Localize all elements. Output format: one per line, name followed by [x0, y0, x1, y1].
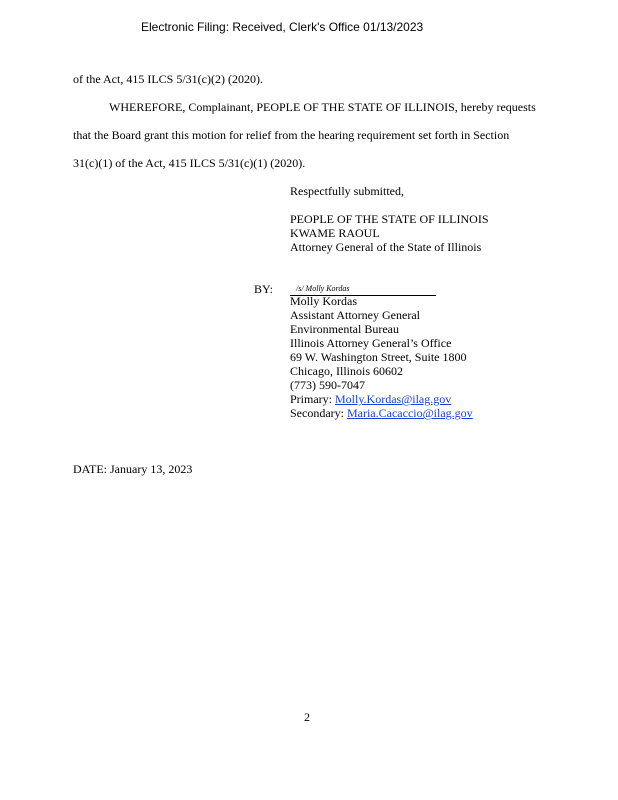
body-line-2: WHEREFORE, Complainant, PEOPLE OF THE STATE OF ILLINOIS, hereby requests: [109, 100, 536, 114]
secondary-email-row: [290, 406, 473, 420]
respectfully-submitted: Respectfully submitted,: [290, 184, 404, 198]
primary-email-link[interactable]: Molly.Kordas@ilag.gov: [335, 392, 452, 406]
signer-office: Illinois Attorney General’s Office: [290, 336, 452, 350]
party-block: [290, 212, 489, 254]
attorney-general-name: KWAME RAOUL: [290, 226, 380, 240]
electronic-signature: /s/ Molly Kordas: [296, 284, 350, 293]
signer-bureau: Environmental Bureau: [290, 322, 399, 336]
filing-stamp: Electronic Filing: Received, Clerk's Office 01/13/2023: [141, 20, 424, 34]
signer-name: Molly Kordas: [290, 294, 357, 308]
signer-title: Assistant Attorney General: [290, 308, 420, 322]
secondary-email-label: Secondary:: [290, 406, 347, 420]
page-number: 2: [304, 710, 310, 724]
body-line-4: 31(c)(1) of the Act, 415 ILCS 5/31(c)(1) (2020).: [73, 156, 306, 170]
phone-number: (773) 590-7047: [290, 378, 365, 392]
signature-block: [290, 294, 473, 420]
address-line-2: Chicago, Illinois 60602: [290, 364, 403, 378]
primary-email-label: Primary:: [290, 392, 335, 406]
address-line-1: 69 W. Washington Street, Suite 1800: [290, 350, 467, 364]
body-line-3: that the Board grant this motion for relief from the hearing requirement set forth in Section: [73, 128, 510, 142]
by-label: BY:: [254, 282, 273, 296]
primary-email-row: [290, 392, 473, 406]
body-line-1: of the Act, 415 ILCS 5/31(c)(2) (2020).: [73, 72, 263, 86]
party-name: PEOPLE OF THE STATE OF ILLINOIS: [290, 212, 489, 226]
secondary-email-link[interactable]: Maria.Cacaccio@ilag.gov: [346, 406, 473, 420]
attorney-general-title: Attorney General of the State of Illinois: [290, 240, 482, 254]
date-line: DATE: January 13, 2023: [73, 462, 193, 476]
